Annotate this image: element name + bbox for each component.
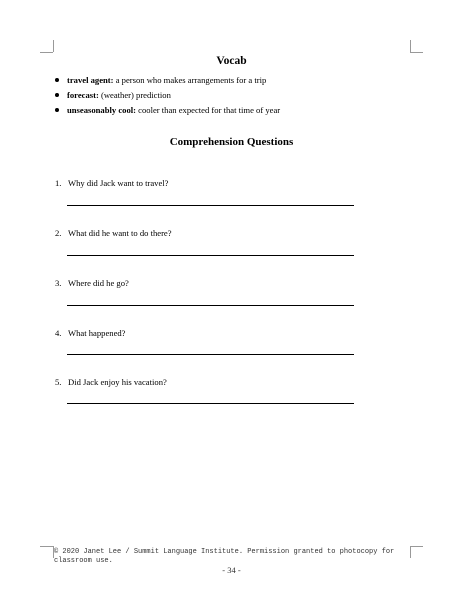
answer-line-2[interactable] [67,255,354,256]
question-number: 1. [55,178,62,188]
question-text: Did Jack enjoy his vacation? [68,377,167,387]
vocab-definition: a person who makes arrangements for a trip [113,75,267,85]
question-text: Why did Jack want to travel? [68,178,169,188]
vocab-list [55,73,280,118]
vocab-term: unseasonably cool: [67,105,137,115]
question-number: 4. [55,328,62,338]
question-5 [55,377,167,387]
vocab-item [55,88,280,103]
question-number: 2. [55,228,62,238]
question-text: Where did he go? [68,278,129,288]
vocab-definition: cooler than expected for that time of year [136,105,281,115]
crop-mark-top-left [40,52,53,53]
vocab-item [55,73,280,88]
bullet-icon [55,93,59,97]
answer-line-4[interactable] [67,354,354,355]
page-number: - 34 - [222,565,241,575]
question-number: 3. [55,278,62,288]
question-3 [55,278,129,288]
copyright-notice: © 2020 Janet Lee / Summit Language Institute. Permission granted to photocopy for classroom use. [54,548,395,565]
vocab-term: travel agent: [67,75,114,85]
comprehension-heading: Comprehension Questions [169,136,294,148]
crop-mark-top-right [410,52,423,53]
answer-line-3[interactable] [67,305,354,306]
question-text: What did he want to do there? [68,228,172,238]
vocab-definition: (weather) prediction [98,90,171,100]
vocab-term: forecast: [67,90,99,100]
question-text: What happened? [68,328,126,338]
question-1 [55,178,168,188]
crop-mark-top-left [53,40,54,52]
vocab-heading: Vocab [216,55,247,67]
bullet-icon [55,108,59,112]
question-2 [55,228,172,238]
crop-mark-bottom-left [40,546,53,547]
question-4 [55,328,126,338]
crop-mark-top-right [410,40,411,52]
answer-line-5[interactable] [67,403,354,404]
question-number: 5. [55,377,62,387]
crop-mark-bottom-right [410,546,423,547]
bullet-icon [55,78,59,82]
answer-line-1[interactable] [67,205,354,206]
vocab-item [55,103,280,118]
